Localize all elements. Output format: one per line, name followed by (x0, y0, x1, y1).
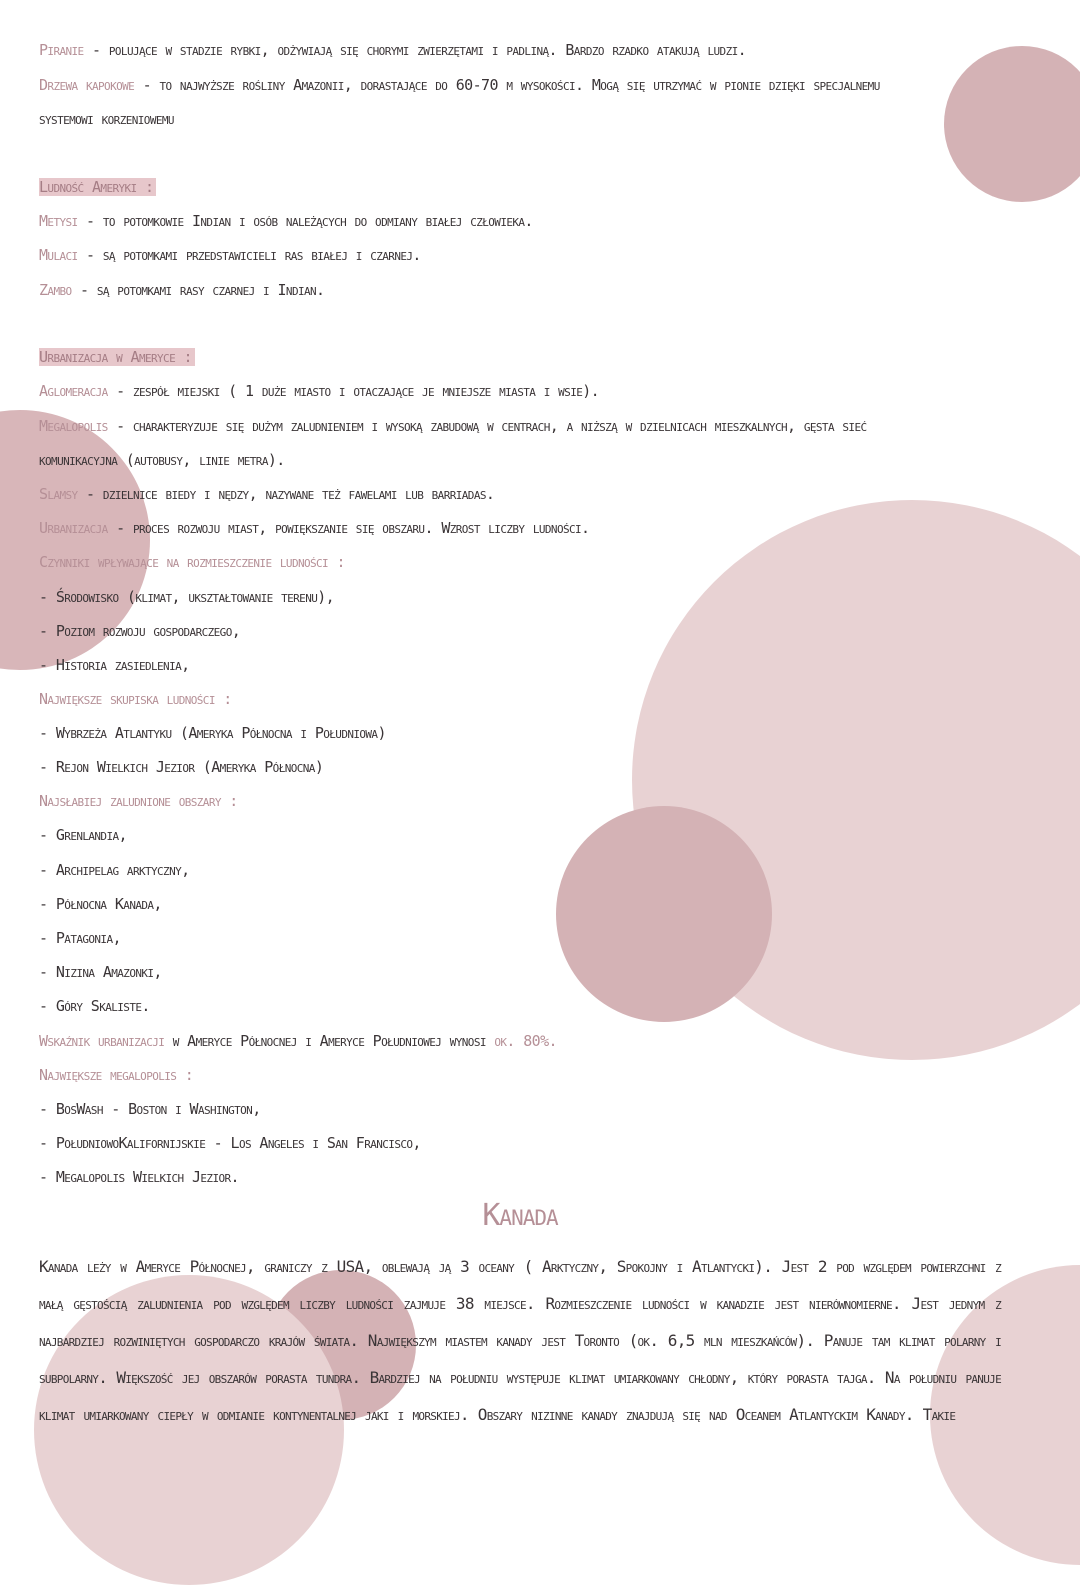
list-item: - Rejon Wielkich Jezior (Ameryka Północna) (39, 758, 324, 776)
list-item: - Poziom rozwoju gospodarczego, (39, 622, 241, 640)
note-aglomeracja: Aglomeracja - zespół miejski ( 1 duże miasto i otaczające je mniejsze miasta i wsie). (39, 382, 600, 400)
kanada-paragraph: Kanada leży w Ameryce Północnej, graniczy z USA, oblewają ją 3 oceany ( Arktyczny, Spokojny i Atlantycki). Jest 2 pod względem powierzchni z małą gęstością zaludnienia pod względem liczby ludności zajmuje 38 miejsce. Rozmieszczenie ludności w kanadzie jest nierównomierne. Jest jednym z najbardziej rozwiniętych gospodarczo krajów świata. Największym miastem kanady jest Toronto (ok. 6,5 mln mieszkańców). Panuje tam klimat polarny i subpolarny. Większość jej obszarów porasta tundra. Bardziej na południu występuje klimat umiarkowany chłodny, który porasta tajga. Na południu panuje klimat umiarkowany ciepły w odmianie kontynentalnej jaki i morskiej. Obszary nizinne kanady znajdują się nad Oceanem Atlantyckim Kanady. Takie (39, 1257, 1001, 1424)
list-item: - Megalopolis Wielkich Jezior. (39, 1168, 239, 1186)
list-item: - Wybrzeża Atlantyku (Ameryka Północna i Południowa) (39, 724, 386, 742)
note-piranie: Piranie - polujące w stadzie rybki, odżywiają się chorymi zwierzętami i padliną. Bardzo rzadko atakują ludzi. (39, 41, 747, 59)
list-item: - PołudniowoKalifornijskie - Los Angeles i San Francisco, (39, 1134, 421, 1152)
note-slamsy: Slamsy - dzielnice biedy i nędzy, nazywane też fawelami lub barriadas. (39, 485, 495, 503)
list-item: - Środowisko (klimat, ukształtowanie terenu), (39, 588, 335, 606)
heading-skupiska: Największe skupiska ludności : (39, 690, 232, 708)
note-metysi: Metysi - to potomkowie Indian i osób należących do odmiany białej człowieka. (39, 212, 533, 230)
list-item: - Nizina Amazonki, (39, 963, 162, 981)
list-item: - Historia zasiedlenia, (39, 656, 190, 674)
note-megalopolis-cont: komunikacyjna (autobusy, linie metra). (39, 451, 285, 469)
note-megalopolis: Megalopolis - charakteryzuje się dużym zaludnieniem i wysoką zabudową w centrach, a niższą w dzielnicach mieszkalnych, gęsta sieć (39, 417, 867, 435)
note-mulaci: Mulaci - są potomkami przedstawicieli ras białej i czarnej. (39, 246, 421, 264)
section-title-kanada: Kanada (482, 1198, 558, 1233)
list-item: - Północna Kanada, (39, 895, 162, 913)
note-zambo: Zambo - są potomkami rasy czarnej i Indian. (39, 281, 325, 299)
note-kapok: Drzewa kapokowe - to najwyższe rośliny Amazonii, dorastające do 60-70 m wysokości. Mogą się utrzymać w pionie dzięki specjalnemu (39, 76, 880, 94)
list-item: - Góry Skaliste. (39, 997, 150, 1015)
heading-slabo-zaludnione: Najsłabiej zaludnione obszary : (39, 792, 238, 810)
heading-megalopolis: Największe megalopolis : (39, 1066, 194, 1084)
list-item: - Patagonia, (39, 929, 121, 947)
list-item: - Grenlandia, (39, 826, 127, 844)
section-heading-ludnosc: Ludność Ameryki : (39, 177, 156, 197)
note-wskaznik: Wskaźnik urbanizacji w Ameryce Północnej i Ameryce Południowej wynosi ok. 80%. (39, 1032, 557, 1050)
heading-czynniki: Czynniki wpływające na rozmieszczenie ludności : (39, 553, 345, 571)
note-urbanizacja: Urbanizacja - proces rozwoju miast, powiększanie się obszaru. Wzrost liczby ludności. (39, 519, 590, 537)
list-item: - BosWash - Boston i Washington, (39, 1100, 261, 1118)
note-kapok-cont: systemowi korzeniowemu (39, 110, 174, 128)
list-item: - Archipelag arktyczny, (39, 861, 190, 879)
section-heading-urbanizacja: Urbanizacja w Ameryce : (39, 347, 195, 367)
